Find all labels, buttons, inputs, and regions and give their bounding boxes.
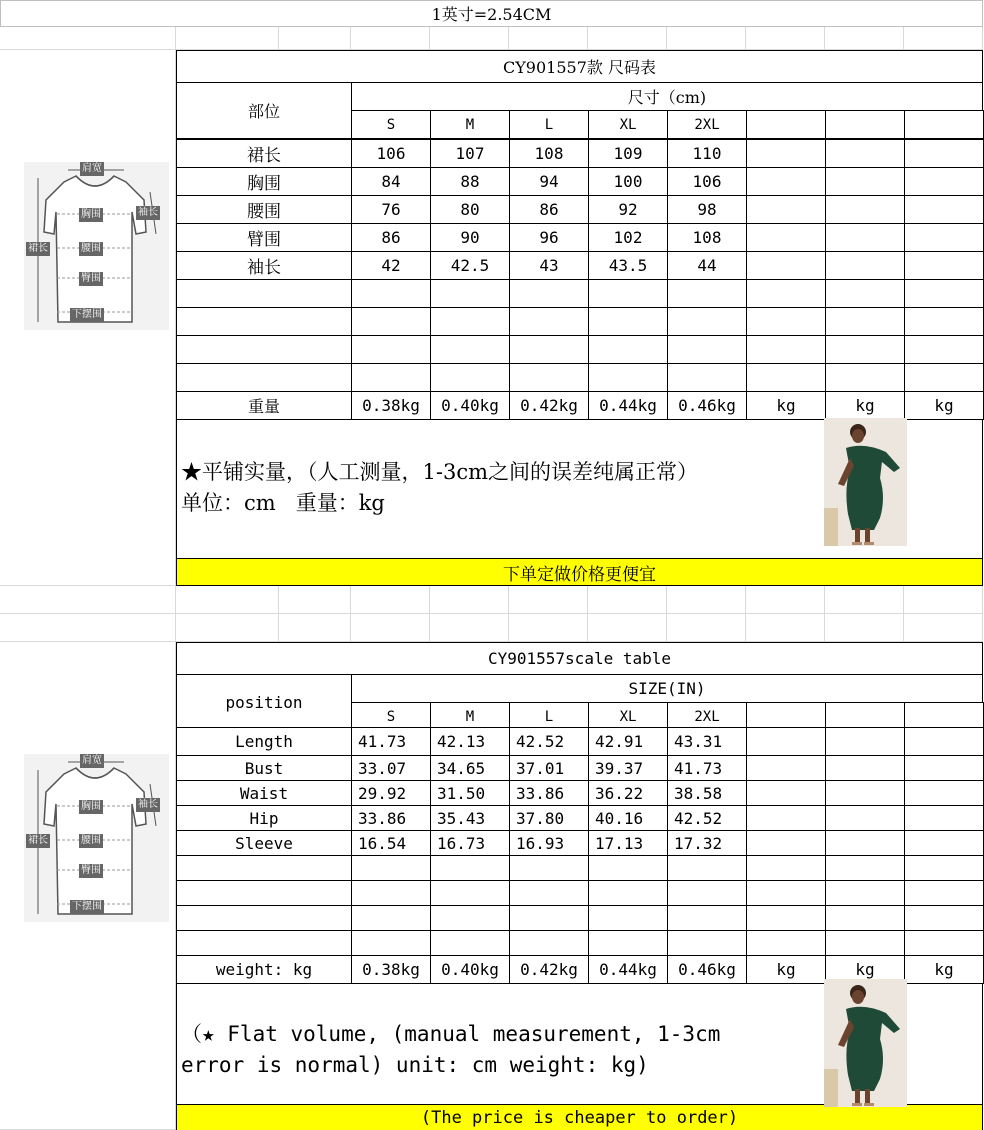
in_table-value-cell xyxy=(351,880,431,906)
in_table-value-cell xyxy=(746,880,826,906)
cm_table-value-cell: 90 xyxy=(430,223,510,252)
in_table-value-cell xyxy=(509,905,589,931)
grid-cell xyxy=(825,614,904,642)
grid-cell xyxy=(904,614,983,642)
in_table-value-cell xyxy=(904,780,984,806)
in_table-value-cell xyxy=(667,855,747,881)
in_table-title: CY901557scale table xyxy=(176,642,983,675)
in_table-weight-cell: 0.38kg xyxy=(351,955,431,984)
in_table-value-cell: 33.07 xyxy=(351,755,431,781)
cm_table-value-cell xyxy=(904,251,984,280)
in_table-position-label: position xyxy=(176,674,352,731)
grid-cell xyxy=(667,26,746,50)
in_table-row-label: Bust xyxy=(176,755,352,781)
cm_table-value-cell: 84 xyxy=(351,167,431,196)
cm_table-value-cell xyxy=(351,363,431,392)
in_table-size-col: S xyxy=(351,702,431,731)
in_table-weight-cell: kg xyxy=(746,955,826,984)
grid-cell xyxy=(176,614,279,642)
cm_table-weight-cell: 0.40kg xyxy=(430,391,510,420)
in_table-value-cell xyxy=(351,905,431,931)
in_table-value-cell xyxy=(667,905,747,931)
cm_table-value-cell: 96 xyxy=(509,223,589,252)
diagram-label-bust: 胸围 xyxy=(81,801,101,812)
grid-cell xyxy=(430,614,509,642)
cm_table-size-col: M xyxy=(430,110,510,139)
in_table-value-cell xyxy=(825,830,905,856)
cm_table-row-label xyxy=(176,307,352,336)
in_table-weight-cell: 0.42kg xyxy=(509,955,589,984)
cm_table-value-cell xyxy=(588,307,668,336)
in_table-value-cell: 34.65 xyxy=(430,755,510,781)
dress-diagram xyxy=(24,162,169,330)
in_table-value-cell: 16.73 xyxy=(430,830,510,856)
cm_table-value-cell xyxy=(430,363,510,392)
dress-diagram xyxy=(24,754,169,922)
in_table-value-cell: 38.58 xyxy=(667,780,747,806)
grid-cell xyxy=(509,26,588,50)
in_table-value-cell xyxy=(351,855,431,881)
cm_table-row-label xyxy=(176,363,352,392)
cm_table-row-label xyxy=(176,335,352,364)
cm_table-value-cell xyxy=(825,335,905,364)
in_table-row-label xyxy=(176,930,352,956)
cm_table-value-cell xyxy=(746,223,826,252)
cm_table-value-cell: 106 xyxy=(351,139,431,168)
in_table-value-cell xyxy=(746,855,826,881)
cm_table-value-cell xyxy=(746,307,826,336)
in_table-value-cell xyxy=(825,855,905,881)
diagram-label-sleeve: 袖长 xyxy=(138,207,158,218)
cm_table-value-cell: 110 xyxy=(667,139,747,168)
in_table-weight-cell: kg xyxy=(904,955,984,984)
product-photo xyxy=(824,418,907,546)
in_table-row-label xyxy=(176,905,352,931)
cm_table-value-cell xyxy=(746,195,826,224)
cm_table-value-cell: 42.5 xyxy=(430,251,510,280)
cm_table-weight-cell: 0.38kg xyxy=(351,391,431,420)
in_table-value-cell xyxy=(825,780,905,806)
cm_table-weight-cell: kg xyxy=(746,391,826,420)
cm_table-value-cell xyxy=(746,279,826,308)
cm_table-value-cell xyxy=(825,195,905,224)
in_table-value-cell xyxy=(746,805,826,831)
cm_table-value-cell xyxy=(667,279,747,308)
cm_table-value-cell xyxy=(509,279,589,308)
grid-cell xyxy=(588,26,667,50)
diagram-label-hem: 下摆围 xyxy=(72,309,102,320)
in_table-value-cell: 39.37 xyxy=(588,755,668,781)
in_table-value-cell xyxy=(430,855,510,881)
grid-cell xyxy=(667,586,746,614)
grid-cell xyxy=(176,586,279,614)
cm_table-value-cell xyxy=(904,279,984,308)
in_table-value-cell xyxy=(588,930,668,956)
in_table-row-label: Sleeve xyxy=(176,830,352,856)
cm_table-value-cell: 107 xyxy=(430,139,510,168)
in_table-value-cell: 17.13 xyxy=(588,830,668,856)
in_table-value-cell xyxy=(825,805,905,831)
in_table-value-cell xyxy=(825,755,905,781)
product-photo xyxy=(824,979,907,1107)
in_table-value-cell xyxy=(904,880,984,906)
cm_table-value-cell xyxy=(825,139,905,168)
in_table-value-cell xyxy=(746,755,826,781)
in_table-value-cell xyxy=(430,930,510,956)
in_table-value-cell: 35.43 xyxy=(430,805,510,831)
in_table-weight-label: weight: kg xyxy=(176,955,352,984)
in_table-value-cell: 36.22 xyxy=(588,780,668,806)
cm_table-value-cell xyxy=(904,335,984,364)
diagram-label-hem: 下摆围 xyxy=(72,901,102,912)
diagram-label-sleeve: 袖长 xyxy=(138,799,158,810)
cm_table-row-label: 胸围 xyxy=(176,167,352,196)
header-conversion: 1英寸=2.54CM xyxy=(0,0,983,27)
grid-cell xyxy=(0,586,176,614)
in_table-row-label: Length xyxy=(176,727,352,756)
cm_table-note: ★平铺实量，（人工测量，1-3cm之间的误差纯属正常） 单位：cm 重量：kg xyxy=(181,460,698,515)
diagram-label-waist: 腰围 xyxy=(81,243,101,254)
cm_table-size-col: XL xyxy=(588,110,668,139)
grid-cell xyxy=(351,26,430,50)
cm_table-value-cell xyxy=(351,335,431,364)
grid-cell xyxy=(746,614,825,642)
in_table-value-cell: 42.13 xyxy=(430,727,510,756)
cm_table-value-cell xyxy=(825,279,905,308)
grid-cell xyxy=(279,614,351,642)
cm_table-value-cell: 92 xyxy=(588,195,668,224)
in_table-value-cell: 33.86 xyxy=(351,805,431,831)
cm_table-value-cell: 43 xyxy=(509,251,589,280)
in_table-value-cell: 40.16 xyxy=(588,805,668,831)
grid-cell xyxy=(746,586,825,614)
in_table-value-cell xyxy=(667,880,747,906)
cm_table-weight-cell: 0.44kg xyxy=(588,391,668,420)
cm_table-value-cell: 44 xyxy=(667,251,747,280)
cm_table-value-cell xyxy=(430,335,510,364)
grid-cell xyxy=(351,614,430,642)
diagram-label-bust: 胸围 xyxy=(81,209,101,220)
cm_table-value-cell xyxy=(588,279,668,308)
in_table-value-cell: 29.92 xyxy=(351,780,431,806)
in_table-value-cell xyxy=(825,880,905,906)
in_table-value-cell: 16.93 xyxy=(509,830,589,856)
diagram-label-shoulder: 肩宽 xyxy=(82,163,102,174)
in_table-value-cell: 42.52 xyxy=(667,805,747,831)
cm_table-value-cell xyxy=(667,307,747,336)
cm_table-row-label: 裙长 xyxy=(176,139,352,168)
cm_table-value-cell xyxy=(825,307,905,336)
in_table-value-cell xyxy=(351,930,431,956)
in_table-value-cell xyxy=(588,855,668,881)
grid-cell xyxy=(430,586,509,614)
in_table-value-cell: 33.86 xyxy=(509,780,589,806)
dress-model-icon xyxy=(824,418,907,546)
cm_table-value-cell xyxy=(430,279,510,308)
diagram-label-waist: 腰围 xyxy=(81,835,101,846)
in_table-value-cell: 42.91 xyxy=(588,727,668,756)
grid-cell xyxy=(904,26,983,50)
dress-model-icon xyxy=(824,979,907,1107)
in_table-size-col: L xyxy=(509,702,589,731)
cm_table-value-cell xyxy=(746,167,826,196)
in_table-value-cell xyxy=(904,727,984,756)
cm_table-value-cell xyxy=(746,139,826,168)
cm_table-value-cell: 109 xyxy=(588,139,668,168)
diagram-label-shoulder: 肩宽 xyxy=(82,755,102,766)
in_table-value-cell: 43.31 xyxy=(667,727,747,756)
in_table-value-cell xyxy=(588,880,668,906)
in_table-value-cell xyxy=(904,930,984,956)
in_table-value-cell: 41.73 xyxy=(351,727,431,756)
in_table-value-cell: 37.80 xyxy=(509,805,589,831)
grid-cell xyxy=(351,586,430,614)
cm_table-value-cell: 102 xyxy=(588,223,668,252)
in_table-value-cell: 17.32 xyxy=(667,830,747,856)
grid-cell xyxy=(0,614,176,642)
cm_table-weight-cell: 0.42kg xyxy=(509,391,589,420)
cm_table-footer: 下单定做价格更便宜 xyxy=(176,558,983,586)
cm_table-value-cell xyxy=(430,307,510,336)
cm_table-value-cell: 106 xyxy=(667,167,747,196)
cm_table-value-cell xyxy=(351,279,431,308)
diagram-label-length: 裙长 xyxy=(28,835,48,846)
cm_table-value-cell: 42 xyxy=(351,251,431,280)
in_table-value-cell xyxy=(825,727,905,756)
in_table-value-cell xyxy=(746,930,826,956)
in_table-value-cell xyxy=(509,930,589,956)
cm_table-value-cell: 80 xyxy=(430,195,510,224)
in_table-value-cell xyxy=(430,880,510,906)
in_table-row-label xyxy=(176,855,352,881)
cm_table-weight-cell: 0.46kg xyxy=(667,391,747,420)
in_table-weight-cell: 0.46kg xyxy=(667,955,747,984)
cm_table-value-cell xyxy=(588,335,668,364)
cm_table-weight-label: 重量 xyxy=(176,391,352,420)
in_table-value-cell: 31.50 xyxy=(430,780,510,806)
in_table-value-cell: 41.73 xyxy=(667,755,747,781)
in_table-value-cell xyxy=(430,905,510,931)
cm_table-value-cell xyxy=(825,223,905,252)
in_table-row-label: Waist xyxy=(176,780,352,806)
in_table-row-label: Hip xyxy=(176,805,352,831)
cm_table-value-cell xyxy=(746,363,826,392)
in_table-size-col: 2XL xyxy=(667,702,747,731)
in_table-value-cell xyxy=(746,727,826,756)
in_table-value-cell xyxy=(746,780,826,806)
cm_table-value-cell xyxy=(904,307,984,336)
in_table-footer: (The price is cheaper to order) xyxy=(176,1104,983,1130)
cm_table-size-col: L xyxy=(509,110,589,139)
cm_table-title: CY901557款 尺码表 xyxy=(176,50,983,83)
grid-cell xyxy=(825,586,904,614)
cm_table-value-cell: 86 xyxy=(509,195,589,224)
cm_table-value-cell xyxy=(509,335,589,364)
in_table-value-cell: 42.52 xyxy=(509,727,589,756)
cm_table-value-cell xyxy=(588,363,668,392)
grid-cell xyxy=(509,586,588,614)
in_table-value-cell xyxy=(904,905,984,931)
in_table-value-cell xyxy=(588,905,668,931)
in_table-size-col: M xyxy=(430,702,510,731)
in_table-weight-cell: 0.44kg xyxy=(588,955,668,984)
grid-cell xyxy=(176,26,279,50)
cm_table-value-cell: 94 xyxy=(509,167,589,196)
grid-cell xyxy=(279,586,351,614)
in_table-value-cell xyxy=(904,805,984,831)
in_table-value-cell xyxy=(746,905,826,931)
in_table-value-cell xyxy=(825,905,905,931)
cm_table-size-col xyxy=(746,110,826,139)
cm_table-value-cell xyxy=(667,335,747,364)
cm_table-size-col: S xyxy=(351,110,431,139)
cm_table-row-label: 袖长 xyxy=(176,251,352,280)
cm_table-value-cell: 100 xyxy=(588,167,668,196)
cm_table-size-col: 2XL xyxy=(667,110,747,139)
cm_table-value-cell xyxy=(667,363,747,392)
cm_table-value-cell xyxy=(746,251,826,280)
cm_table-value-cell xyxy=(825,251,905,280)
cm_table-value-cell xyxy=(904,167,984,196)
cm_table-value-cell xyxy=(509,363,589,392)
cm_table-value-cell: 108 xyxy=(509,139,589,168)
cm_table-value-cell: 43.5 xyxy=(588,251,668,280)
grid-cell xyxy=(746,26,825,50)
grid-cell xyxy=(904,586,983,614)
in_table-value-cell xyxy=(667,930,747,956)
in_table-value-cell: 37.01 xyxy=(509,755,589,781)
grid-cell xyxy=(825,26,904,50)
diagram-label-hip: 臀围 xyxy=(81,865,101,876)
cm_table-value-cell xyxy=(904,363,984,392)
in_table-size-col: XL xyxy=(588,702,668,731)
cm_table-value-cell xyxy=(904,223,984,252)
in_table-value-cell xyxy=(746,830,826,856)
in_table-value-cell: 16.54 xyxy=(351,830,431,856)
cm_table-value-cell: 98 xyxy=(667,195,747,224)
grid-cell xyxy=(667,614,746,642)
in_table-row-label xyxy=(176,880,352,906)
cm_table-size-col xyxy=(825,110,905,139)
cm_table-value-cell: 108 xyxy=(667,223,747,252)
cm_table-row-label: 臂围 xyxy=(176,223,352,252)
cm_table-row-label: 腰围 xyxy=(176,195,352,224)
grid-cell xyxy=(279,26,351,50)
grid-cell xyxy=(588,614,667,642)
cm_table-value-cell xyxy=(904,139,984,168)
cm_table-value-cell: 88 xyxy=(430,167,510,196)
cm_table-value-cell xyxy=(904,195,984,224)
grid-cell xyxy=(430,26,509,50)
in_table-value-cell xyxy=(904,855,984,881)
in_table-value-cell xyxy=(904,755,984,781)
cm_table-weight-cell: kg xyxy=(825,391,905,420)
cm_table-value-cell xyxy=(825,167,905,196)
cm_table-value-cell xyxy=(509,307,589,336)
in_table-value-cell xyxy=(825,930,905,956)
in_table-value-cell xyxy=(509,855,589,881)
in_table-value-cell xyxy=(509,880,589,906)
in_table-note: （★ Flat volume, (manual measurement, 1-3cm error is normal) unit: cm weight: kg) xyxy=(181,1022,721,1077)
in_table-size-header: SIZE(IN) xyxy=(351,674,983,703)
grid-cell xyxy=(588,586,667,614)
grid-cell xyxy=(0,26,176,50)
cm_table-value-cell xyxy=(351,307,431,336)
in_table-value-cell xyxy=(904,830,984,856)
diagram-label-hip: 臀围 xyxy=(81,273,101,284)
in_table-weight-cell: 0.40kg xyxy=(430,955,510,984)
cm_table-value-cell xyxy=(825,363,905,392)
grid-cell xyxy=(509,614,588,642)
diagram-label-length: 裙长 xyxy=(28,243,48,254)
cm_table-value-cell xyxy=(746,335,826,364)
cm_table-row-label xyxy=(176,279,352,308)
cm_table-size-col xyxy=(904,110,984,139)
in_table-weight-cell: kg xyxy=(825,955,905,984)
cm_table-position-label: 部位 xyxy=(176,82,352,139)
cm_table-value-cell: 86 xyxy=(351,223,431,252)
cm_table-weight-cell: kg xyxy=(904,391,984,420)
cm_table-value-cell: 76 xyxy=(351,195,431,224)
cm_table-size-header: 尺寸（cm) xyxy=(351,82,983,111)
